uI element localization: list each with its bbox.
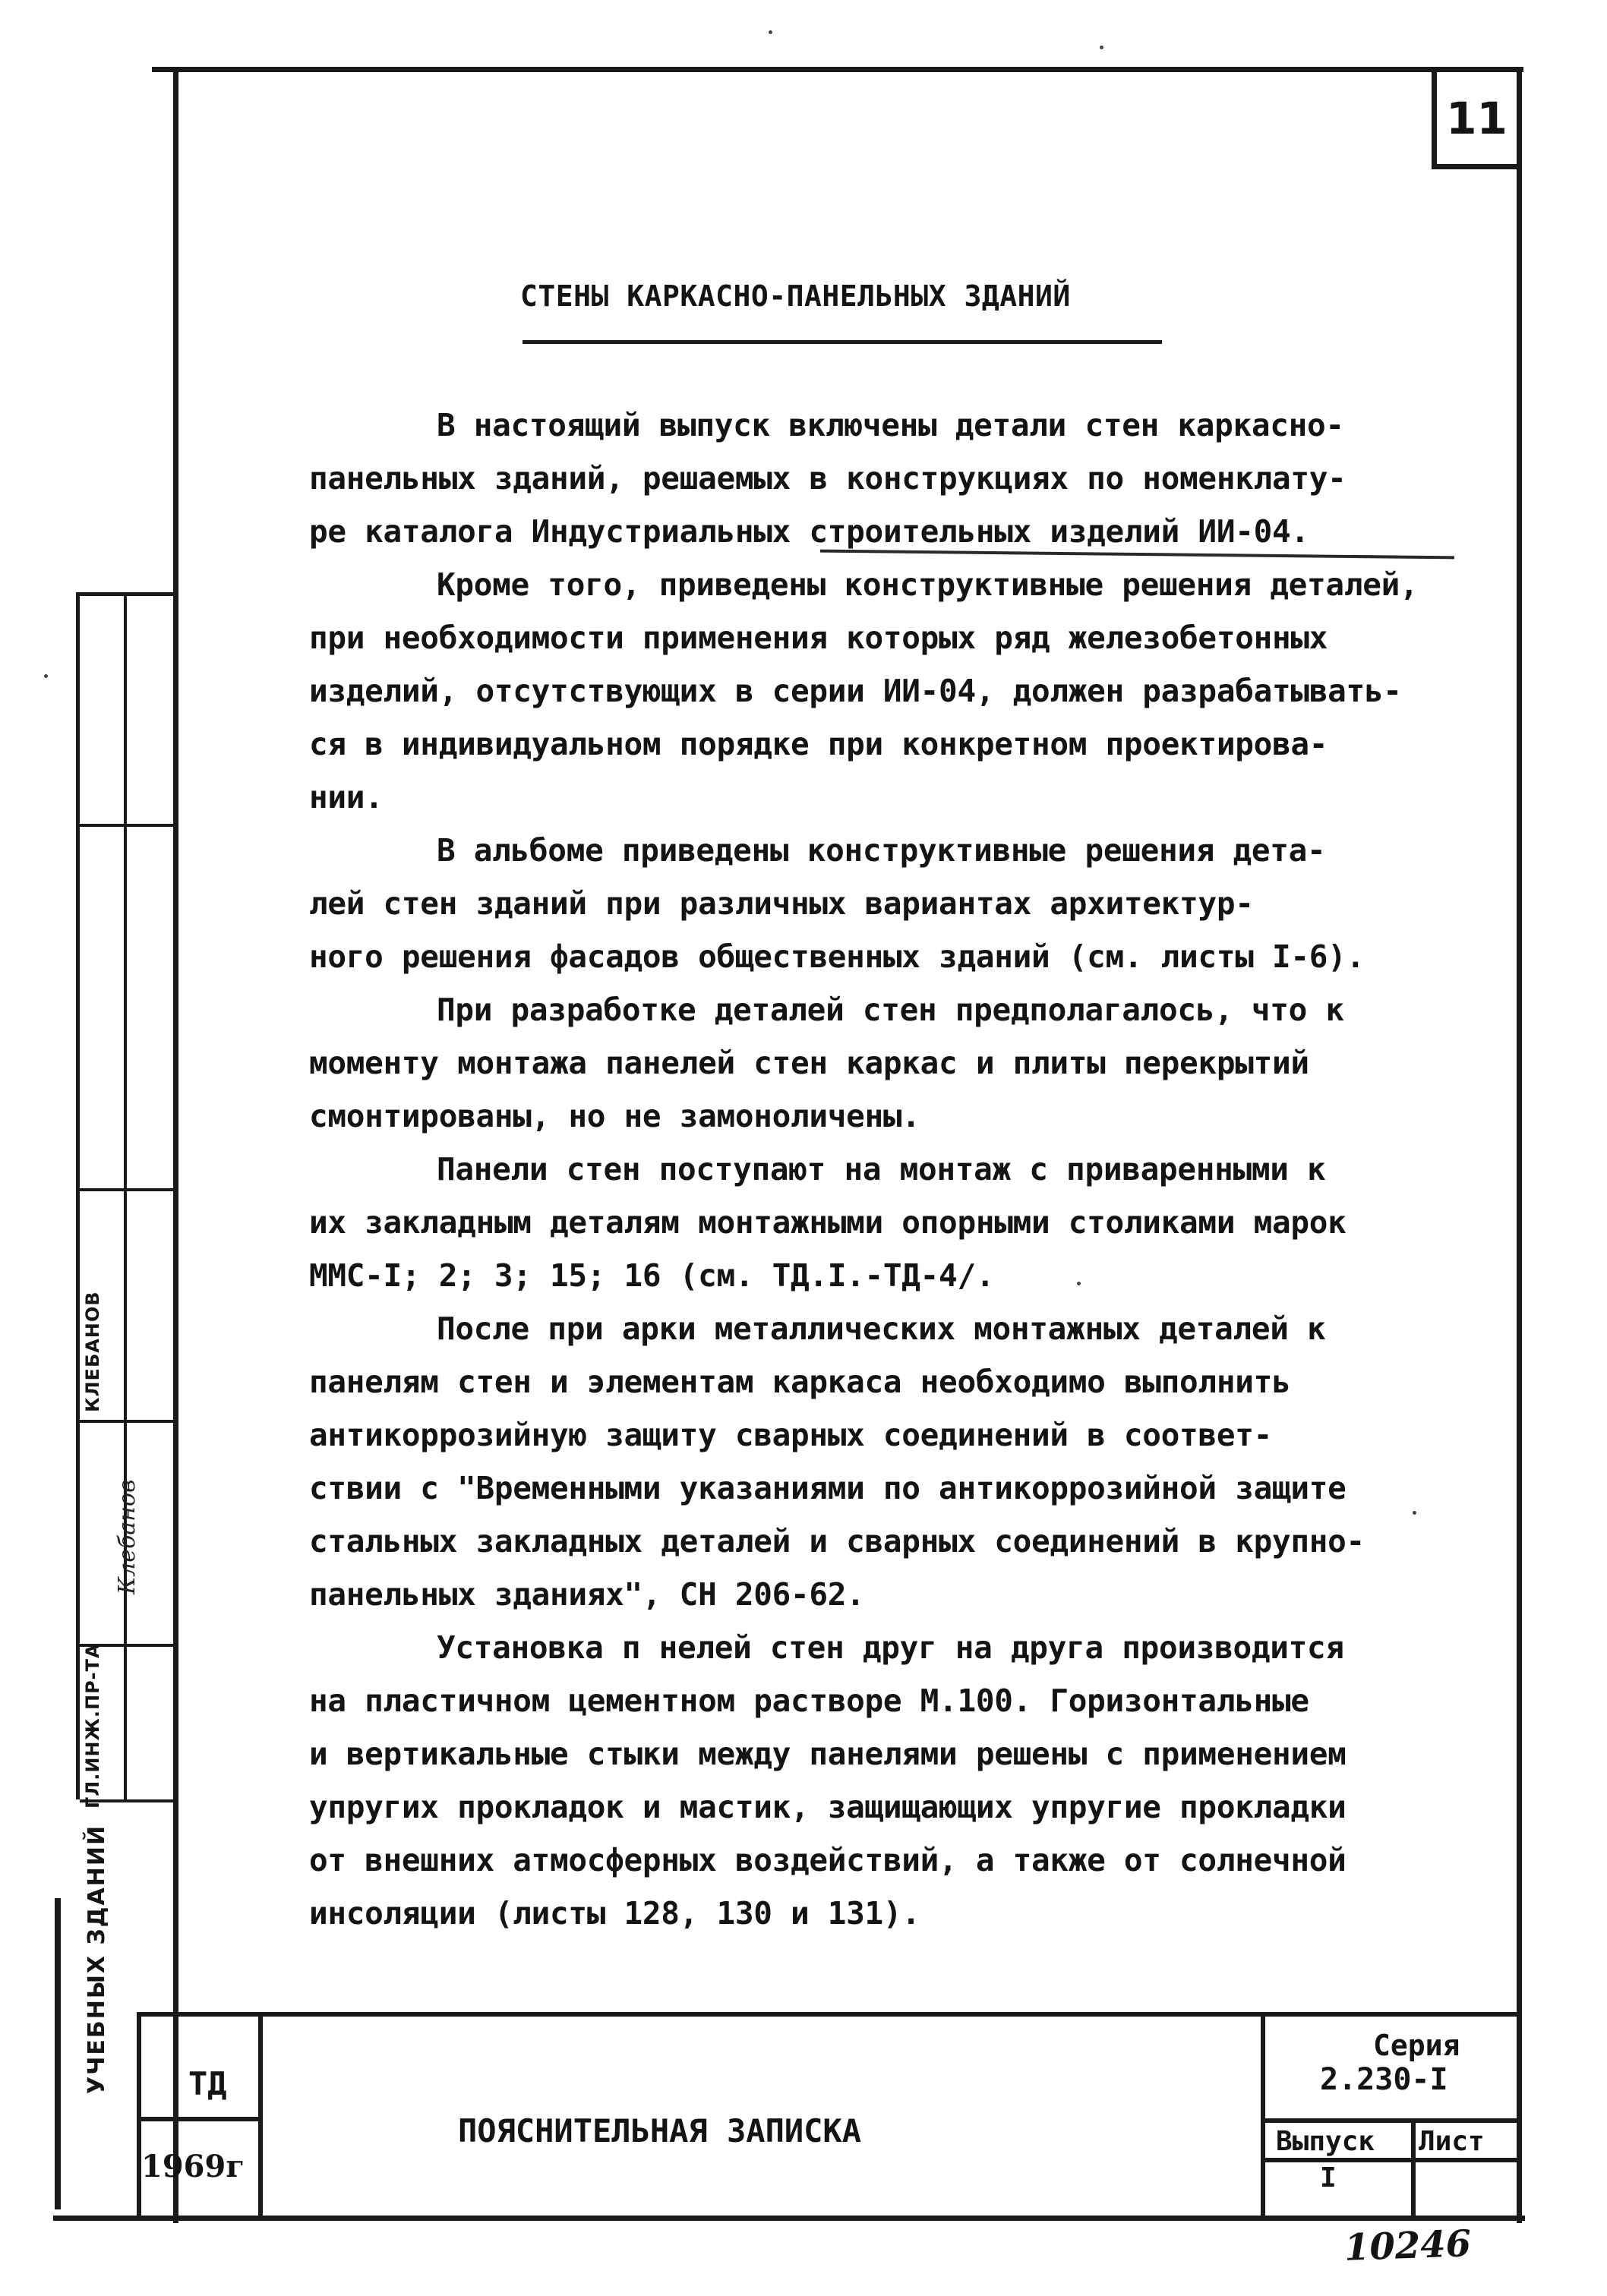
margin-name-label: КЛЕБАНОВ (82, 1291, 103, 1412)
margin-stamp-table (76, 592, 173, 1799)
page-title: СТЕНЫ КАРКАСНО-ПАНЕЛЬНЫХ ЗДАНИЙ (520, 279, 1071, 313)
body-text-line: стальных закладных деталей и сварных соединений в крупно- (309, 1523, 1365, 1560)
frame-bottom-border (53, 2216, 1525, 2221)
body-text-line: В настоящий выпуск включены детали стен каркасно- (437, 407, 1344, 443)
title-block-divider (137, 2117, 258, 2121)
title-block-divider (1261, 2158, 1520, 2162)
body-text-line: изделий, отсутствующих в серии ИИ-04, должен разрабатывать- (309, 673, 1402, 709)
title-block-document-name: ПОЯСНИТЕЛЬНАЯ ЗАПИСКА (458, 2112, 862, 2149)
body-text-line: панельных зданиях", СН 206-62. (309, 1576, 865, 1613)
title-block-sheet-label: Лист (1419, 2126, 1485, 2157)
body-text-line: ре каталога Индустриальных строительных изделий ИИ-04. (309, 513, 1309, 550)
title-block-divider (1261, 2012, 1265, 2217)
body-text-line: ММС-I; 2; 3; 15; 16 (см. ТД.I.-ТД-4/. (309, 1257, 995, 1294)
title-block-top-line (137, 2012, 1520, 2017)
body-text-line: нии. (309, 779, 384, 815)
margin-stamp-row-line (80, 824, 177, 827)
body-text-line: В альбоме приведены конструктивные решения дета- (437, 832, 1326, 869)
title-block-issue-label: Выпуск (1276, 2126, 1375, 2157)
body-text-line: смонтированы, но не замоноличены. (309, 1098, 920, 1134)
margin-series-bar (55, 1898, 61, 2209)
body-text-line: при необходимости применения которых ряд железобетонных (309, 620, 1328, 656)
frame-right-border (1517, 67, 1522, 2223)
title-block-divider (258, 2012, 263, 2217)
body-text-line: Панели стен поступают на монтаж с приваренными к (437, 1151, 1326, 1187)
title-block-divider (1261, 2118, 1520, 2123)
body-text-line: на пластичном цементном растворе М.100. Горизонтальные (309, 1683, 1309, 1719)
title-block-issue-value: I (1320, 2162, 1337, 2194)
margin-stamp-row-line (80, 1420, 177, 1423)
body-text-line: инсоляции (листы 128, 130 и 131). (309, 1895, 920, 1932)
margin-series-name: УЧЕБНЫХ ЗДАНИЙ (84, 1824, 110, 2094)
scan-speck (769, 30, 772, 34)
body-text-line: ся в индивидуальном порядке при конкретном проектирова- (309, 726, 1328, 762)
scan-speck (1413, 1511, 1416, 1515)
title-block-year: 1969г (141, 2149, 245, 2184)
body-text-line: панельных зданий, решаемых в конструкциях по номенклату- (309, 460, 1347, 497)
frame-left-border (173, 67, 178, 2223)
margin-role-label: ГЛ.ИНЖ.ПР-ТА (82, 1643, 103, 1809)
scan-speck (1100, 46, 1103, 49)
body-text-line: ствии с "Временными указаниями по антикоррозийной защите (309, 1470, 1347, 1506)
body-text-line: После при арки металлических монтажных деталей к (437, 1310, 1326, 1347)
frame-top-border (152, 67, 1523, 72)
body-text-line: антикоррозийную защиту сварных соединений в соответ- (309, 1417, 1272, 1453)
body-text-line: моменту монтажа панелей стен каркас и плиты перекрытий (309, 1045, 1309, 1081)
body-text-line: Установка п нелей стен друг на друга производится (437, 1629, 1344, 1666)
scan-speck (1077, 1282, 1081, 1285)
body-text-line: лей стен зданий при различных вариантах архитектур- (309, 885, 1254, 922)
title-block-series-value: 2.230-I (1320, 2062, 1448, 2097)
body-text-line: их закладным деталям монтажными опорными столиками марок (309, 1204, 1347, 1241)
body-text-line: При разработке деталей стен предполагалось, что к (437, 992, 1344, 1028)
title-underline (523, 340, 1162, 344)
body-text (309, 399, 1517, 1940)
title-block-divider (1411, 2118, 1416, 2217)
margin-stamp-row-line (80, 1188, 177, 1191)
body-text-line: и вертикальные стыки между панелями решены с применением (309, 1736, 1347, 1772)
archive-number: 10246 (1343, 2222, 1472, 2269)
title-block-series-label: Серия (1373, 2029, 1460, 2062)
scan-speck (44, 674, 48, 678)
margin-signature: Клебанов (114, 1479, 140, 1594)
sheet-number: 11 (1446, 92, 1508, 144)
margin-stamp-divider (124, 596, 127, 1799)
title-block-divider (137, 2012, 141, 2217)
body-text-line: ного решения фасадов общественных зданий (см. листы I-6). (309, 938, 1365, 975)
title-block-doc-code: ТД (188, 2065, 227, 2102)
body-text-line: Кроме того, приведены конструктивные решения деталей, (437, 566, 1419, 603)
body-text-line: от внешних атмосферных воздействий, а также от солнечной (309, 1842, 1347, 1878)
body-text-line: панелям стен и элементам каркаса необходимо выполнить (309, 1364, 1291, 1400)
body-text-line: упругих прокладок и мастик, защищающих упругие прокладки (309, 1789, 1347, 1825)
sheet-number-box (1432, 72, 1517, 169)
